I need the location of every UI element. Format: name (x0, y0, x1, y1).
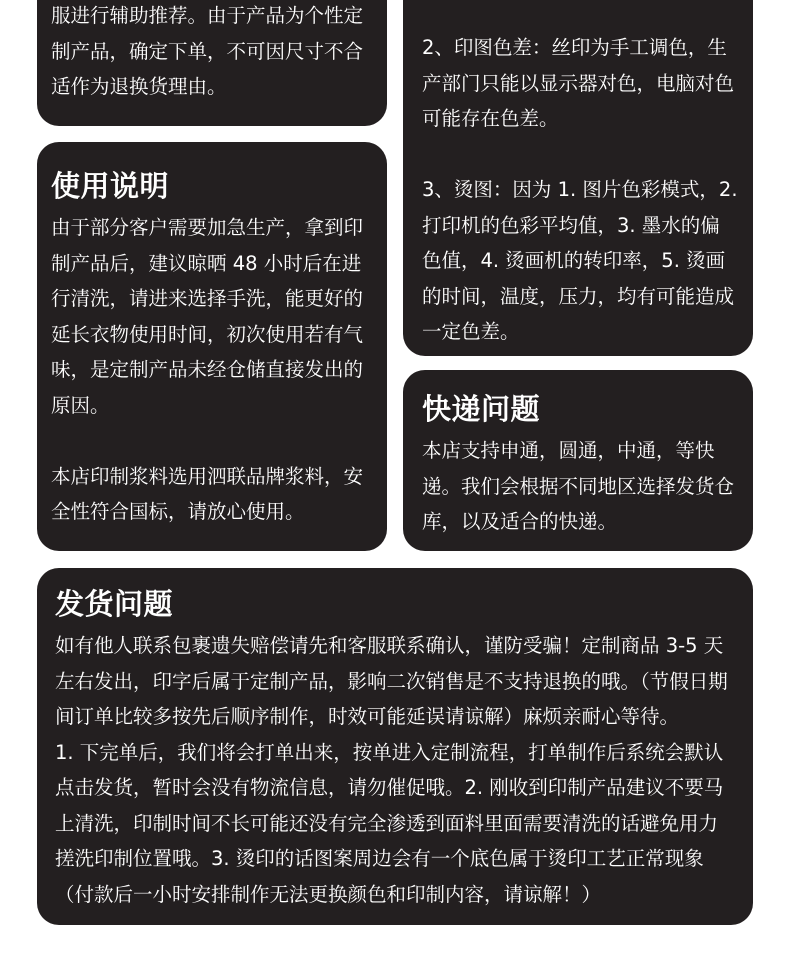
size-policy-text: 服进行辅助推荐。由于产品为个性定制产品，确定下单，不可因尺寸不合适作为退换货理由。 (51, 4, 364, 98)
usage-ink-safety-text: 本店印制浆料选用泗联品牌浆料，安全性符合国标，请放心使用。 (51, 464, 364, 523)
courier-card (403, 370, 753, 551)
usage-instructions-card (37, 142, 387, 551)
shipping-title: 发货问题 (55, 587, 174, 621)
shipping-card (37, 568, 753, 925)
heat-transfer-color-text: 3、烫图：因为 1. 图片色彩模式，2. 打印机的色彩平均值，3. 墨水的偏色值，4. 烫画机的转印率，5. 烫画的时间，温度，压力，均有可能造成一定色差。 (422, 178, 738, 343)
usage-washing-text: 由于部分客户需要加急生产，拿到印制产品后，建议晾晒 48 小时后在进行清洗，请进来选择手洗，能更好的延长衣物使用时间，初次使用若有气味，是定制产品未经仓储直接发出的原因。 (51, 216, 364, 417)
shipping-process-text: 1. 下完单后，我们将会打单出来，按单进入定制流程，打单制作后系统会默认点击发货，暂时会没有物流信息，请勿催促哦。2. 刚收到印制产品建议不要马上清洗，印制时间不长可能还没有完全渗透到面料里面需要清洗的话避免用力搓洗印制位置哦。3. 烫印的话图案周边会有一个底色属于烫印工艺正常现象（付款后一小时安排制作无法更换颜色和印制内容，请谅解！） (55, 740, 724, 906)
courier-title: 快递问题 (422, 392, 541, 426)
color-difference-card (403, 0, 753, 356)
usage-instructions-title: 使用说明 (51, 169, 170, 203)
courier-text: 本店支持申通，圆通，中通，等快递。我们会根据不同地区选择发货仓库，以及适合的快递。 (422, 439, 735, 533)
shipping-notice-text: 如有他人联系包裹遗失赔偿请先和客服联系确认，谨防受骗！定制商品 3-5 天左右发出，印字后属于定制产品，影响二次销售是不支持退换的哦。（节假日期间订单比较多按先后顺序制作，时效可能延误请谅解）麻烦亲耐心等待。 (55, 634, 728, 728)
print-color-difference-text: 2、印图色差：丝印为手工调色，生产部门只能以显示器对色，电脑对色可能存在色差。 (422, 36, 735, 130)
size-policy-card (37, 0, 387, 126)
